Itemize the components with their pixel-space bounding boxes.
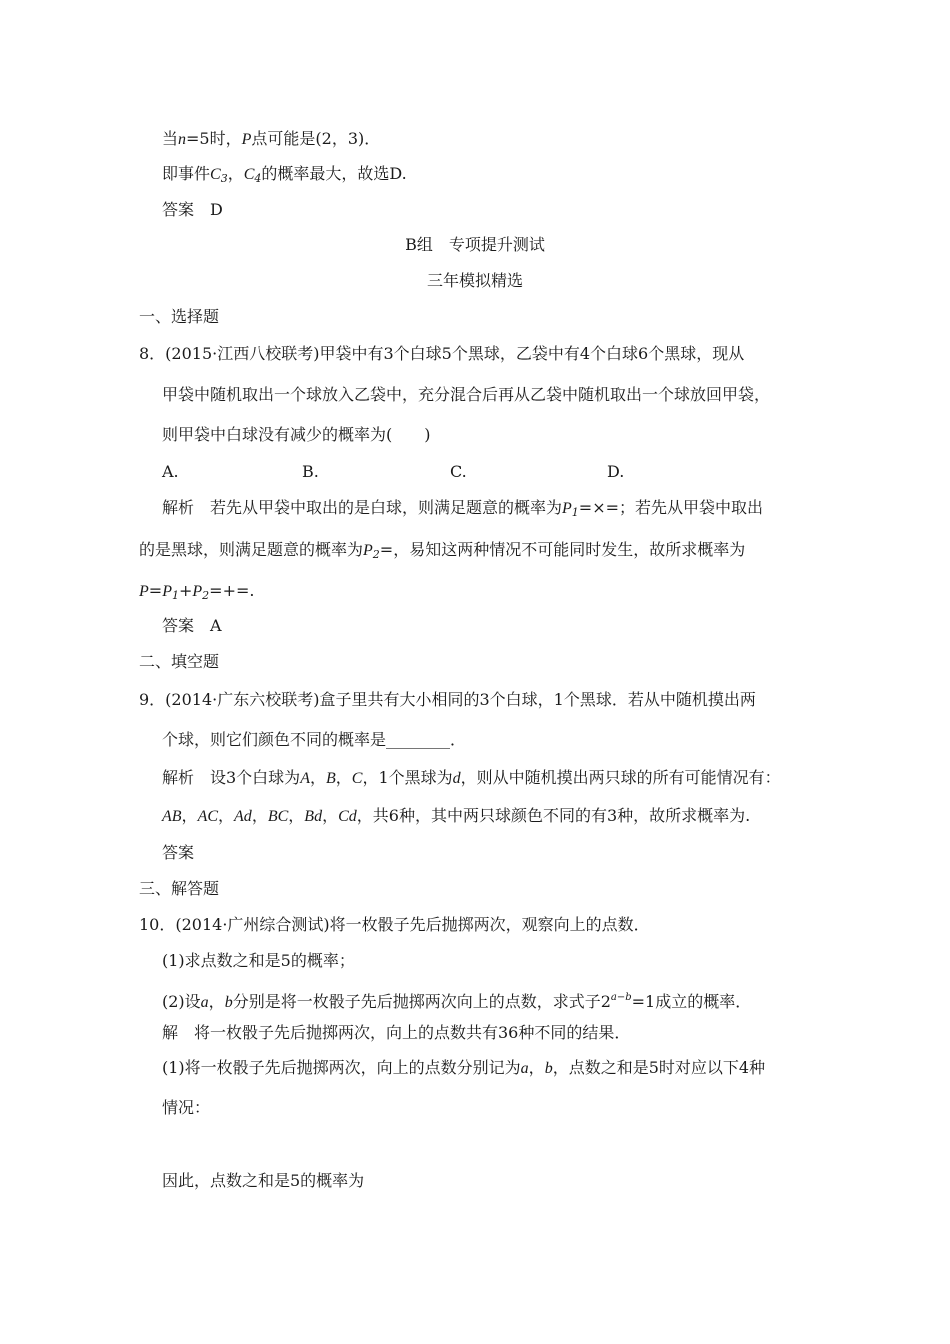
part-heading: 三、解答题 — [139, 879, 220, 898]
option-d: D. — [607, 462, 625, 481]
section-heading: B组 专项提升测试 — [405, 235, 545, 254]
solution-line: (1)将一枚骰子先后抛掷两次，向上的点数分别记为a，b，点数之和是5时对应以下4种 — [162, 1058, 766, 1077]
question-line: 则甲袋中白球没有减少的概率为( ) — [162, 425, 431, 444]
part-heading: 一、选择题 — [139, 307, 220, 326]
question-line: 10．(2014·广州综合测试)将一枚骰子先后抛掷两次，观察向上的点数． — [139, 915, 650, 934]
part-heading: 二、填空题 — [139, 652, 220, 671]
solution-line: AB，AC，Ad，BC，Bd，Cd，共6种，其中两只球颜色不同的有3种，故所求概率为. — [162, 806, 751, 825]
text-line: 当n=5时，P点可能是(2，3)． — [162, 129, 381, 148]
answer-line: 答案 — [162, 843, 195, 862]
option-c: C. — [450, 462, 467, 481]
solution-line: 的是黑球，则满足题意的概率为$P_2=$，易知这两种情况不可能同时发生，故所求概率为 — [139, 540, 746, 561]
answer-line: 答案 A — [162, 616, 222, 635]
answer-line: 答案 D — [162, 200, 223, 219]
option-a: A. — [162, 462, 179, 481]
subquestion-line: (2)设a，b分别是将一枚骰子先后抛掷两次向上的点数，求式子$2^{a-b}=1$成立的概率． — [162, 992, 752, 1011]
question-line: 甲袋中随机取出一个球放入乙袋中，充分混合后再从乙袋中随机取出一个球放回甲袋， — [162, 385, 771, 404]
solution-line: 因此，点数之和是5的概率为 — [162, 1171, 365, 1190]
question-line: 9．(2014·广东六校联考)盒子里共有大小相同的3个白球，1个黑球．若从中随机摸出两 — [139, 690, 756, 709]
solution-line: 情况： — [162, 1098, 211, 1117]
question-line: 8．(2015·江西八校联考)甲袋中有3个白球5个黑球，乙袋中有4个白球6个黑球，现从 — [139, 344, 745, 363]
section-subheading: 三年模拟精选 — [426, 271, 523, 290]
solution-line: 解析 设3个白球为A，B，C，1个黑球为d，则从中随机摸出两只球的所有可能情况有： — [162, 768, 781, 787]
subquestion-line: (1)求点数之和是5的概率； — [162, 951, 355, 970]
solution-line: 解析 若先从甲袋中取出的是白球，则满足题意的概率为$P_1=\times=$；若先从甲袋中取出 — [162, 498, 764, 519]
option-b: B. — [302, 462, 319, 481]
solution-line: 解 将一枚骰子先后抛掷两次，向上的点数共有36种不同的结果． — [162, 1023, 631, 1042]
question-line: 个球，则它们颜色不同的概率是________． — [162, 730, 467, 749]
solution-line: $P=P_1+P_2=+=$. — [139, 581, 255, 602]
text-line: 即事件$C_3$，$C_4$的概率最大，故选D. — [162, 164, 407, 185]
